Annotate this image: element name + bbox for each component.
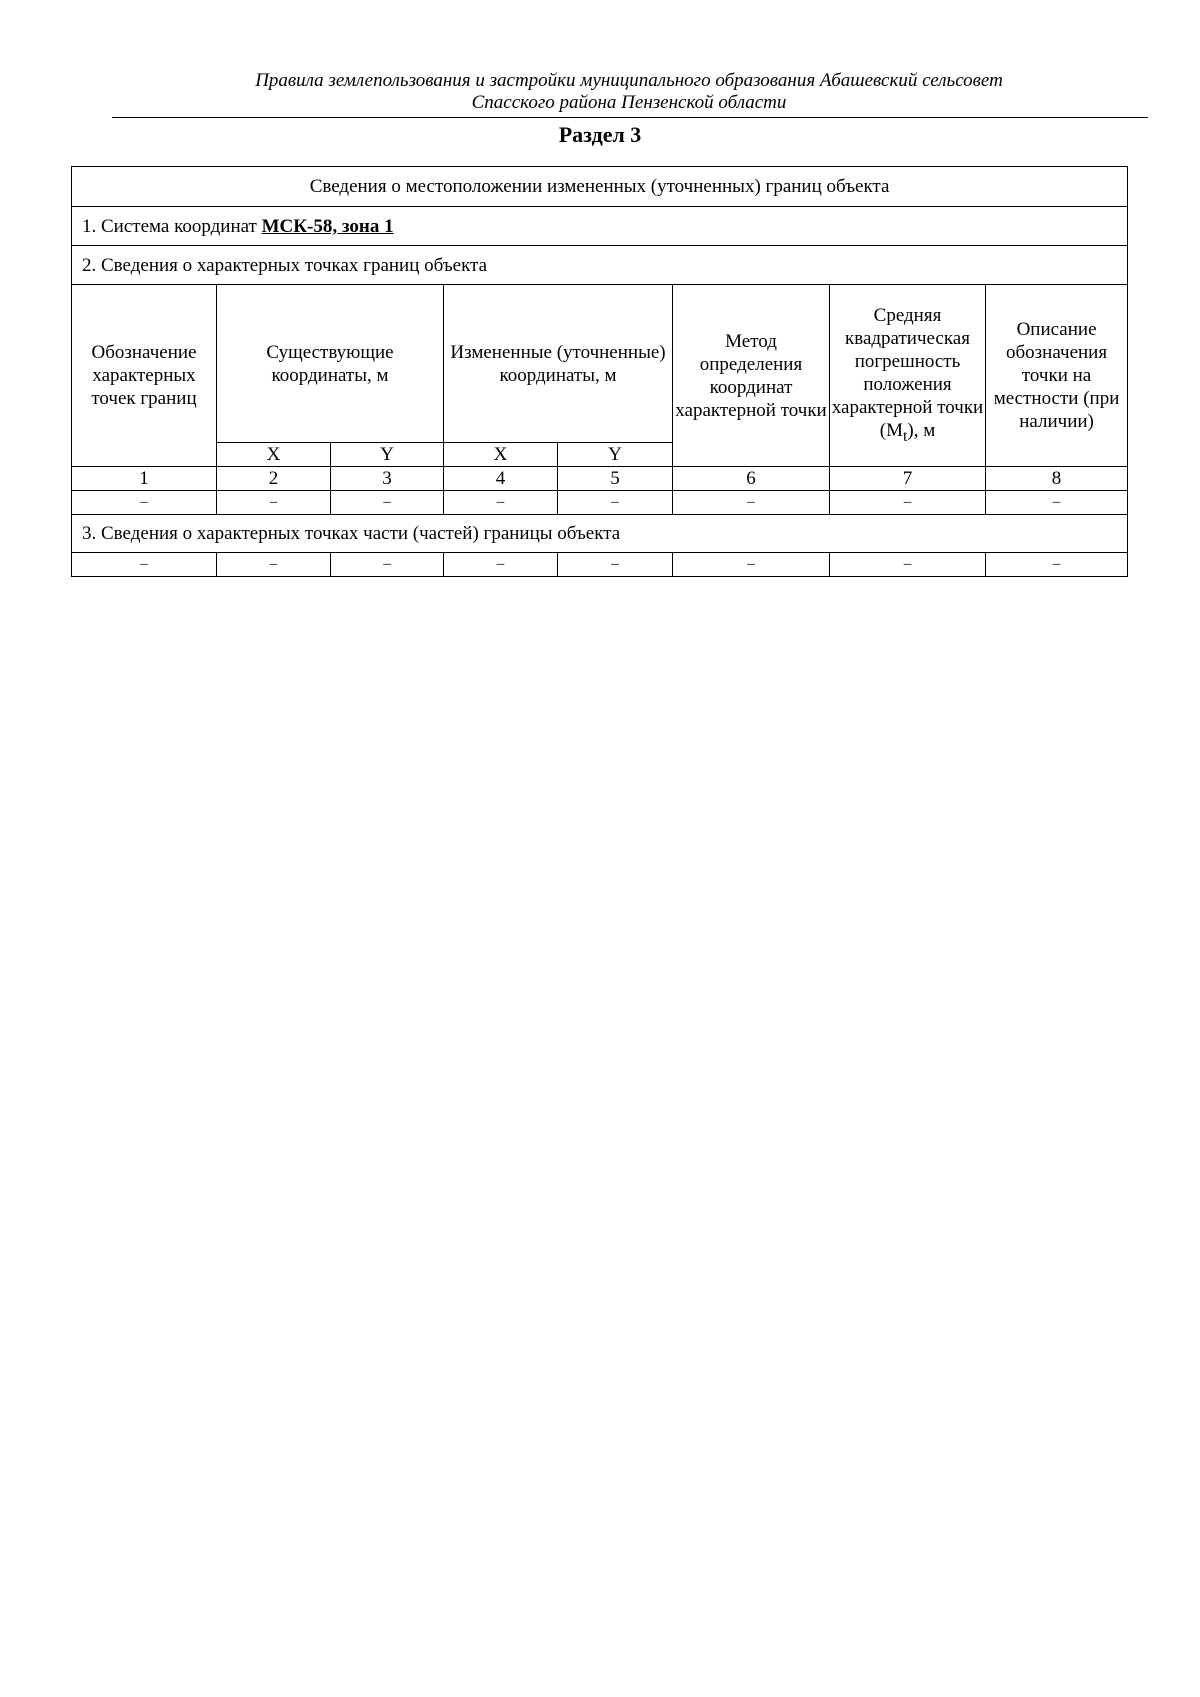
header-divider xyxy=(112,117,1148,118)
table-row xyxy=(72,491,1128,515)
table-cell: – xyxy=(830,491,986,515)
table-cell: – xyxy=(986,491,1128,515)
header-changed-coords: Измененные (уточненные) координаты, м xyxy=(444,285,673,443)
table-cell: – xyxy=(72,553,217,577)
table-cell: – xyxy=(444,491,558,515)
table-cell: – xyxy=(673,491,830,515)
header-line-2: Спасского района Пензенской области xyxy=(471,92,787,113)
header-mean-error-unit: ), м xyxy=(907,419,936,441)
table-cell: – xyxy=(986,553,1128,577)
coord-system-row xyxy=(72,207,1128,246)
points-section-title: 2. Сведения о характерных точках границ объекта xyxy=(72,246,1128,285)
header-mean-error-subscript: t xyxy=(902,427,908,445)
table-cell: – xyxy=(558,553,673,577)
column-number: 5 xyxy=(558,467,673,491)
table-title: Сведения о местоположении измененных (уточненных) границ объекта xyxy=(72,167,1128,207)
column-number: 3 xyxy=(331,467,444,491)
parts-section-title: 3. Сведения о характерных точках части (частей) границы объекта xyxy=(72,515,1128,553)
coord-system-value: МСК-58, зона 1 xyxy=(261,215,394,237)
section-title: Раздел 3 xyxy=(558,122,642,147)
column-number: 6 xyxy=(673,467,830,491)
table-row xyxy=(72,553,1128,577)
column-numbers-row xyxy=(72,467,1128,491)
column-number: 4 xyxy=(444,467,558,491)
boundary-table xyxy=(71,166,1128,577)
table-cell: – xyxy=(830,553,986,577)
table-cell: – xyxy=(72,491,217,515)
header-line-1: Правила землепользования и застройки муниципального образования Абашевский сельсовет xyxy=(255,70,1003,91)
header-mean-error-text: Средняя квадратическая погрешность положения характерной точки (M xyxy=(831,304,984,441)
header-point-description: Описание обозначения точки на местности (при наличии) xyxy=(986,285,1128,467)
column-number: 1 xyxy=(72,467,217,491)
header-changed-y: Y xyxy=(558,443,673,467)
table-cell: – xyxy=(444,553,558,577)
header-mean-error xyxy=(830,285,986,467)
table-cell: – xyxy=(673,553,830,577)
header-existing-x: X xyxy=(217,443,331,467)
table-cell: – xyxy=(331,553,444,577)
header-changed-x: X xyxy=(444,443,558,467)
header-existing-coords: Существующие координаты, м xyxy=(217,285,444,443)
coord-system-label: 1. Система координат xyxy=(82,215,262,237)
table-cell: – xyxy=(217,491,331,515)
header-point-designation: Обозначение характерных точек границ xyxy=(72,285,217,467)
column-number: 7 xyxy=(830,467,986,491)
column-number: 2 xyxy=(217,467,331,491)
table-cell: – xyxy=(558,491,673,515)
column-number: 8 xyxy=(986,467,1128,491)
header-method: Метод определения координат характерной точки xyxy=(673,285,830,467)
table-cell: – xyxy=(217,553,331,577)
header-existing-y: Y xyxy=(331,443,444,467)
table-cell: – xyxy=(331,491,444,515)
document-header xyxy=(110,70,1148,114)
